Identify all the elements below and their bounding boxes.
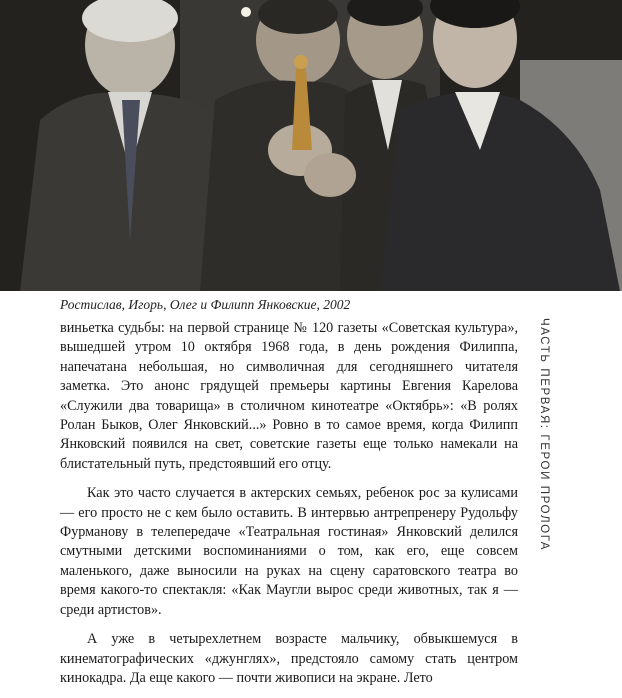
paragraph: Как это часто случается в актерских семьях, ребенок рос за кулисами — его просто не с кем было оставить. В интервью антрепренеру Рудольфу Фурманову в телепередаче «Театральная гостиная» Янковский делился смутными детскими воспоминаниями о том, как его, еще совсем маленького, даже выносили на руках на сцену саратовского театра во время какого-то спектакля: «Как Маугли вырос среди животных, так я — среди артистов». xyxy=(60,485,518,618)
body-text xyxy=(60,319,518,698)
paragraph: виньетка судьбы: на первой странице № 120 газеты «Советская культура», вышедшей утром 10 октября 1968 года, в день рождения Филиппа, напечатана небольшая, но символичная для сегодняшнего читателя заметка. Это анонс грядущей премьеры картины Евгения Карелова «Служили два товарища» в столичном кинотеатре «Октябрь»: «В ролях Ролан Быков, Олег Янковский...» Ровно в то самое время, когда Филипп Янковский появился на свет, советские газеты еще только намекали на блистательный путь, предстоявший его отцу. xyxy=(60,320,518,472)
running-head xyxy=(536,318,556,552)
photo-illustration xyxy=(0,0,622,291)
photograph xyxy=(0,0,622,291)
photo-caption: Ростислав, Игорь, Олег и Филипп Янковские, 2002 xyxy=(60,297,351,312)
paragraph: А уже в четырехлетнем возрасте мальчику, обвыкшемуся в кинематографических «джунглях», предстояло самому стать центром кинокадра. Да еще какого — почти живописи на экране. Лето xyxy=(60,631,518,686)
running-head-text: ЧАСТЬ ПЕРВАЯ: ГЕРОИ ПРОЛОГА xyxy=(538,318,550,552)
